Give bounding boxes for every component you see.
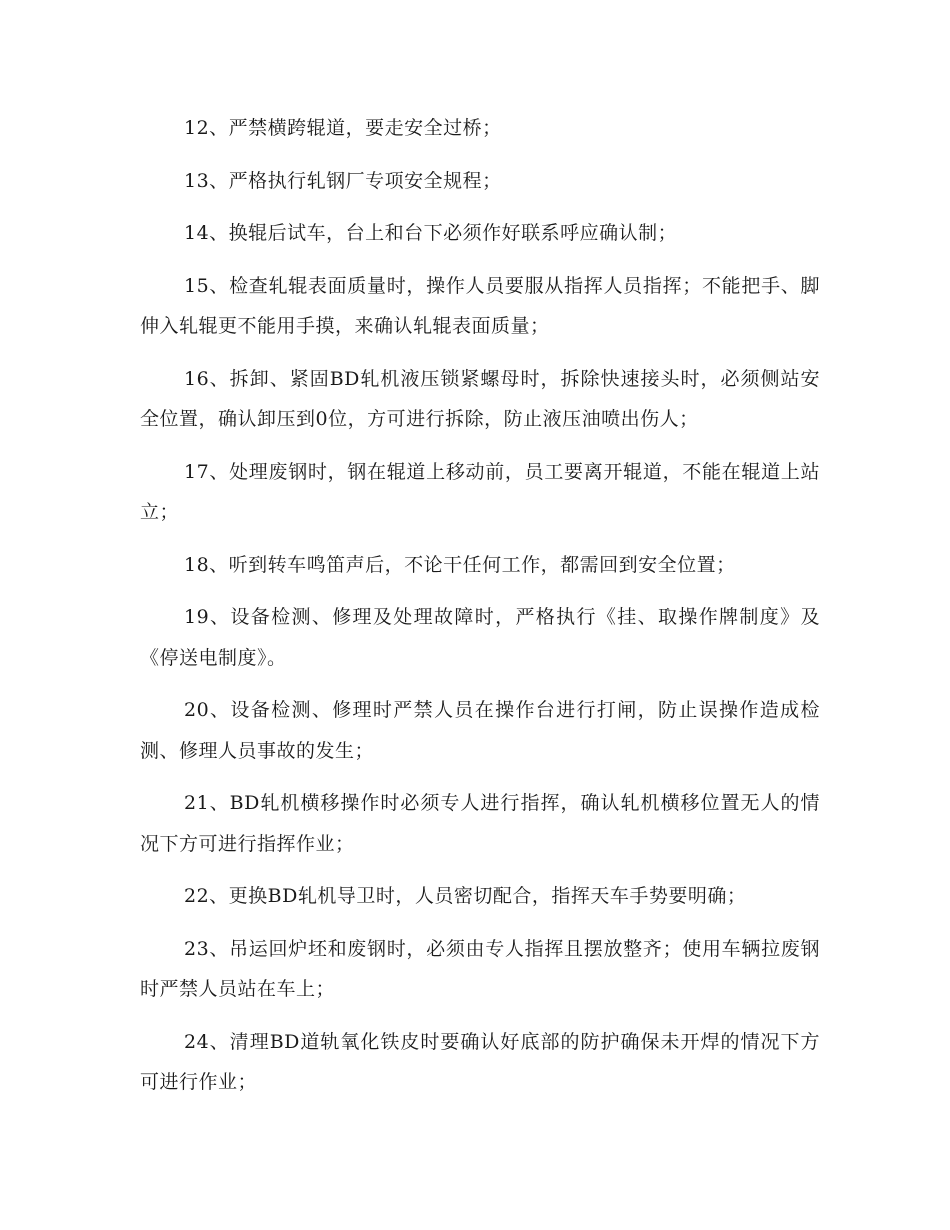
rule-item-17: 17、处理废钢时，钢在辊道上移动前，员工要离开辊道，不能在辊道上站立； bbox=[140, 460, 820, 523]
rule-item-16: 16、拆卸、紧固BD轧机液压锁紧螺母时，拆除快速接头时，必须侧站安全位置，确认卸压到0位，方可进行拆除，防止液压油喷出伤人； bbox=[140, 367, 820, 430]
rule-item-19: 19、设备检测、修理及处理故障时，严格执行《挂、取操作牌制度》及《停送电制度》。 bbox=[140, 606, 820, 669]
rule-item-13: 13、严格执行轧钢厂专项安全规程； bbox=[184, 169, 502, 192]
rule-item-22: 22、更换BD轧机导卫时，人员密切配合，指挥天车手势要明确； bbox=[184, 885, 747, 907]
rule-item-23: 23、吊运回炉坯和废钢时，必须由专人指挥且摆放整齐；使用车辆拉废钢时严禁人员站在车上； bbox=[140, 937, 820, 1000]
rule-item-12: 12、严禁横跨辊道，要走安全过桥； bbox=[184, 117, 502, 139]
rule-item-14: 14、换辊后试车，台上和台下必须作好联系呼应确认制； bbox=[184, 222, 678, 244]
rule-item-15: 15、检查轧辊表面质量时，操作人员要服从指挥人员指挥；不能把手、脚伸入轧辊更不能用手摸，来确认轧辊表面质量； bbox=[140, 274, 820, 337]
rule-item-21: 21、BD轧机横移操作时必须专人进行指挥，确认轧机横移位置无人的情况下方可进行指挥作业； bbox=[140, 792, 820, 855]
document-body bbox=[140, 108, 820, 1115]
rule-item-20: 20、设备检测、修理时严禁人员在操作台进行打闸，防止误操作造成检测、修理人员事故的发生； bbox=[140, 699, 820, 762]
rule-item-18: 18、听到转车鸣笛声后，不论干任何工作，都需回到安全位置； bbox=[184, 553, 736, 576]
rule-item-24: 24、清理BD道轨氧化铁皮时要确认好底部的防护确保未开焊的情况下方可进行作业； bbox=[140, 1030, 820, 1093]
